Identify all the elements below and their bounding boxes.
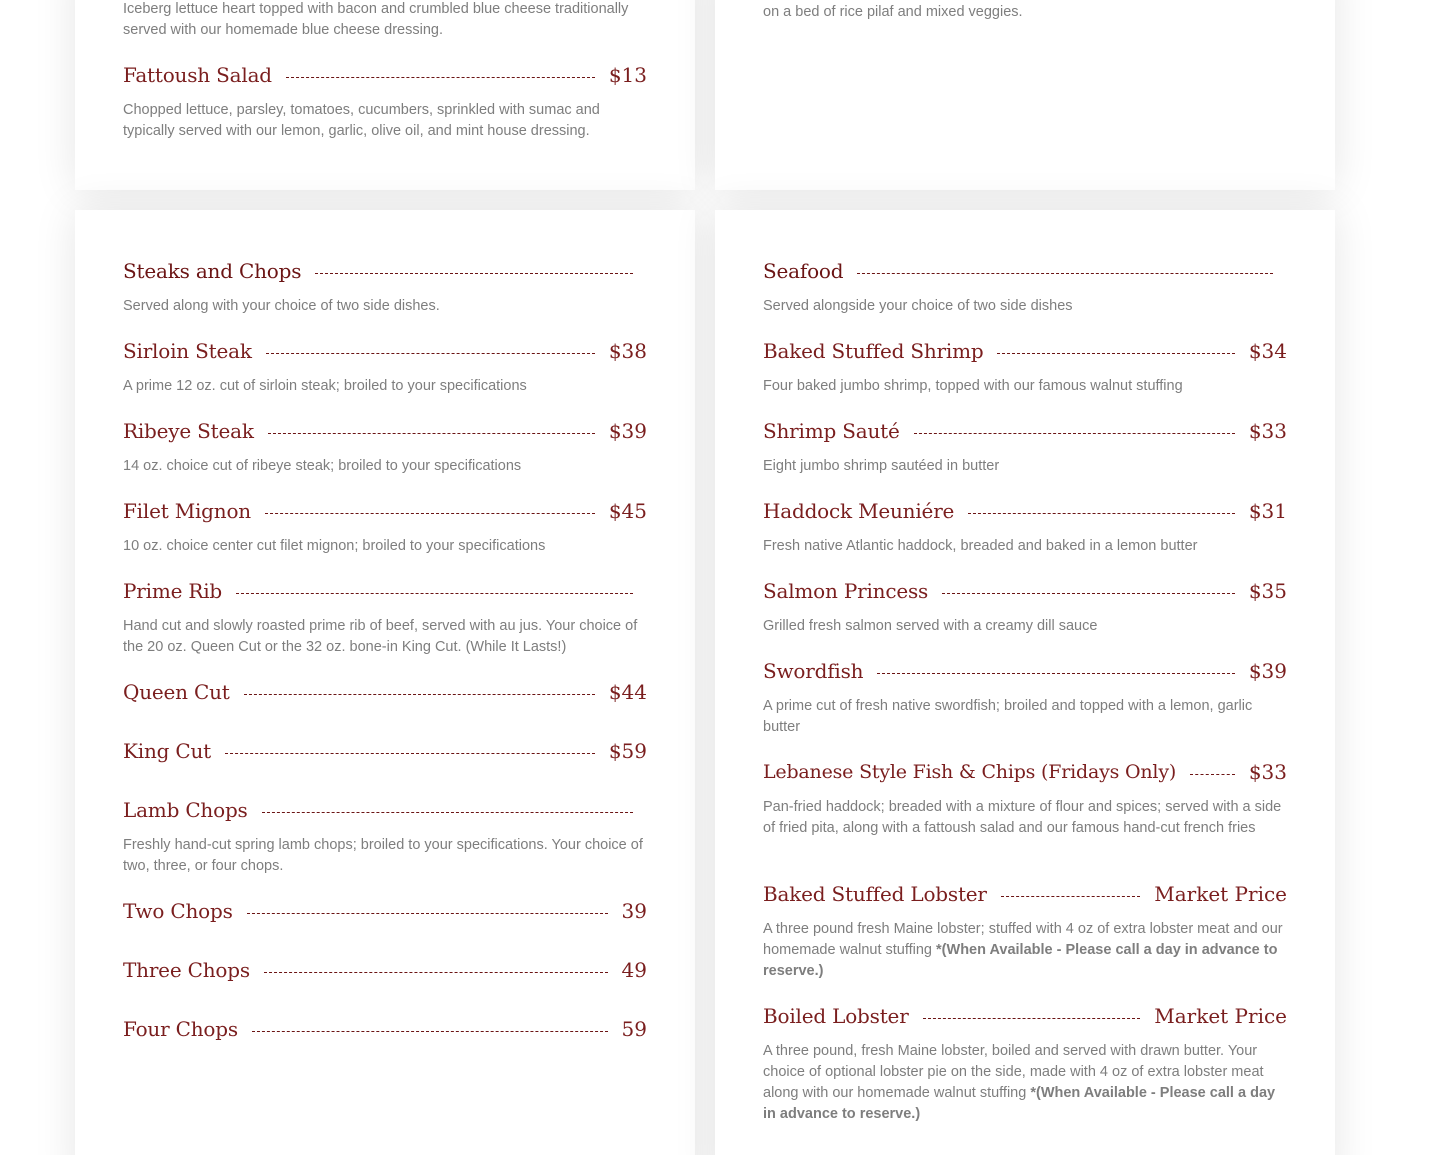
category-title: Seafood [763, 259, 844, 283]
item-description: Chopped lettuce, parsley, tomatoes, cucumbers, sprinkled with sumac and typically served with our lemon, garlic, olive oil, and mint house dressing. [123, 102, 600, 139]
item-name: Baked Stuffed Lobster [763, 882, 987, 906]
menu-item-three-chops [123, 955, 647, 985]
item-description [763, 919, 1287, 982]
dotted-leader [236, 593, 633, 594]
availability-note: *(When Available - Please call a day in advance to reserve.) [763, 942, 1278, 979]
item-name: Queen Cut [123, 680, 230, 704]
item-price: $44 [608, 680, 647, 704]
dotted-leader [265, 513, 595, 514]
category-header [763, 256, 1273, 317]
menu-item-ribeye-steak [123, 416, 647, 477]
menu-item-two-chops [123, 896, 647, 926]
item-description-text: A three pound fresh Maine lobster; stuffed with 4 oz of extra lobster meat and our homemade walnut stuffing [763, 921, 1283, 958]
item-name: Shrimp Sauté [763, 419, 900, 443]
menu-item-king-cut [123, 736, 647, 766]
dotted-leader [225, 753, 595, 754]
item-price: Market Price [1154, 1004, 1287, 1028]
category-subtitle: Served alongside your choice of two side dishes [763, 298, 1073, 314]
item-description: 14 oz. choice cut of ribeye steak; broiled to your specifications [123, 458, 522, 474]
item-price: $38 [608, 339, 647, 363]
item-name: Filet Mignon [123, 499, 251, 523]
item-description: Iceberg lettuce heart topped with bacon and crumbled blue cheese traditionally served with our homemade blue cheese dressing. [123, 1, 629, 38]
steaks-and-chops-card [75, 210, 695, 1155]
item-description: Four baked jumbo shrimp, topped with our famous walnut stuffing [763, 378, 1183, 394]
dotted-leader [252, 1031, 608, 1032]
menu-item-prime-rib [123, 576, 647, 658]
category-subtitle: Served along with your choice of two side dishes. [123, 298, 440, 314]
availability-note: *(When Available - Please call a day in advance to reserve.) [763, 1085, 1276, 1122]
item-price: $39 [1248, 659, 1287, 683]
item-price: 49 [621, 958, 647, 982]
item-price: $33 [1248, 760, 1287, 784]
dotted-leader [247, 913, 608, 914]
item-price: $59 [608, 739, 647, 763]
item-name: Lebanese Style Fish & Chips (Fridays Only) [763, 761, 1177, 783]
dotted-leader [857, 273, 1273, 274]
item-name: Boiled Lobster [763, 1004, 909, 1028]
dotted-leader [286, 77, 595, 78]
item-price: $35 [1248, 579, 1287, 603]
dotted-leader [1001, 896, 1140, 897]
item-description: A prime 12 oz. cut of sirloin steak; broiled to your specifications [123, 378, 527, 394]
item-name: Sirloin Steak [123, 339, 252, 363]
item-name: Three Chops [123, 958, 250, 982]
menu-item-sirloin-steak [123, 336, 647, 397]
dotted-leader [968, 513, 1235, 514]
dotted-leader [914, 433, 1235, 434]
item-name: Prime Rib [123, 579, 223, 603]
menu-item-haddock-meuniere [763, 496, 1287, 557]
category-header [123, 256, 633, 317]
item-name: Ribeye Steak [123, 419, 254, 443]
item-name: Four Chops [123, 1017, 238, 1041]
menu-item-shrimp-saute [763, 416, 1287, 477]
item-price: $34 [1248, 339, 1287, 363]
item-price: $31 [1248, 499, 1287, 523]
item-name: King Cut [123, 739, 211, 763]
item-name: Salmon Princess [763, 579, 929, 603]
dotted-leader [266, 353, 595, 354]
menu-item-lebanese-fish-and-chips [763, 757, 1287, 839]
item-description-text: A three pound, fresh Maine lobster, boiled and served with drawn butter. Your choice of optional lobster pie on the side, made with 4 oz of extra lobster meat along with our homemade walnut stuffing [763, 1043, 1264, 1101]
item-description: Eight jumbo shrimp sautéed in butter [763, 458, 1000, 474]
item-price: 59 [621, 1017, 647, 1041]
item-name: Fattoush Salad [123, 63, 272, 87]
item-price: $13 [608, 63, 647, 87]
item-description: Grilled fresh salmon served with a creamy dill sauce [763, 618, 1098, 634]
menu-item-baked-stuffed-lobster [763, 879, 1287, 982]
item-description [763, 1041, 1287, 1125]
dotted-leader [262, 812, 633, 813]
menu-item-salmon-princess [763, 576, 1287, 637]
item-price: Market Price [1154, 882, 1287, 906]
menu-item-filet-mignon [123, 496, 647, 557]
dotted-leader [1190, 774, 1235, 775]
menu-item-fattoush-salad [123, 60, 647, 142]
item-price: $45 [608, 499, 647, 523]
item-price: $39 [608, 419, 647, 443]
item-description: on a bed of rice pilaf and mixed veggies. [763, 4, 1023, 20]
dotted-leader [264, 972, 608, 973]
item-description: Fresh native Atlantic haddock, breaded and baked in a lemon butter [763, 538, 1198, 554]
item-description: A prime cut of fresh native swordfish; broiled and topped with a lemon, garlic butter [763, 698, 1253, 735]
menu-item-fragment [763, 0, 1287, 23]
item-name: Lamb Chops [123, 798, 248, 822]
item-description: 10 oz. choice center cut filet mignon; broiled to your specifications [123, 538, 546, 554]
menu-item-four-chops [123, 1014, 647, 1044]
item-price: $33 [1248, 419, 1287, 443]
kabob-card [715, 0, 1335, 190]
dotted-leader [877, 673, 1234, 674]
dotted-leader [942, 593, 1235, 594]
item-description: Hand cut and slowly roasted prime rib of beef, served with au jus. Your choice of the 20 oz. Queen Cut or the 32 oz. bone-in King Cut. (While It Lasts!) [123, 618, 638, 655]
seafood-card [715, 210, 1335, 1155]
item-price: 39 [621, 899, 647, 923]
dotted-leader [997, 353, 1234, 354]
item-name: Swordfish [763, 659, 864, 683]
menu-item-baked-stuffed-shrimp [763, 336, 1287, 397]
category-title: Steaks and Chops [123, 259, 302, 283]
dotted-leader [244, 694, 595, 695]
menu-item-fragment [123, 0, 647, 41]
menu-item-boiled-lobster [763, 1001, 1287, 1125]
item-description: Freshly hand-cut spring lamb chops; broiled to your specifications. Your choice of two, three, or four chops. [123, 837, 643, 874]
item-description: Pan-fried haddock; breaded with a mixture of flour and spices; served with a side of fried pita, along with a fattoush salad and our famous hand-cut french fries [763, 799, 1282, 836]
item-name: Baked Stuffed Shrimp [763, 339, 984, 363]
menu-item-queen-cut [123, 677, 647, 707]
salads-card [75, 0, 695, 190]
dotted-leader [315, 273, 633, 274]
item-name: Haddock Meuniére [763, 499, 955, 523]
dotted-leader [268, 433, 595, 434]
menu-item-lamb-chops [123, 795, 647, 877]
menu-item-swordfish [763, 656, 1287, 738]
item-name: Two Chops [123, 899, 233, 923]
dotted-leader [923, 1018, 1141, 1019]
